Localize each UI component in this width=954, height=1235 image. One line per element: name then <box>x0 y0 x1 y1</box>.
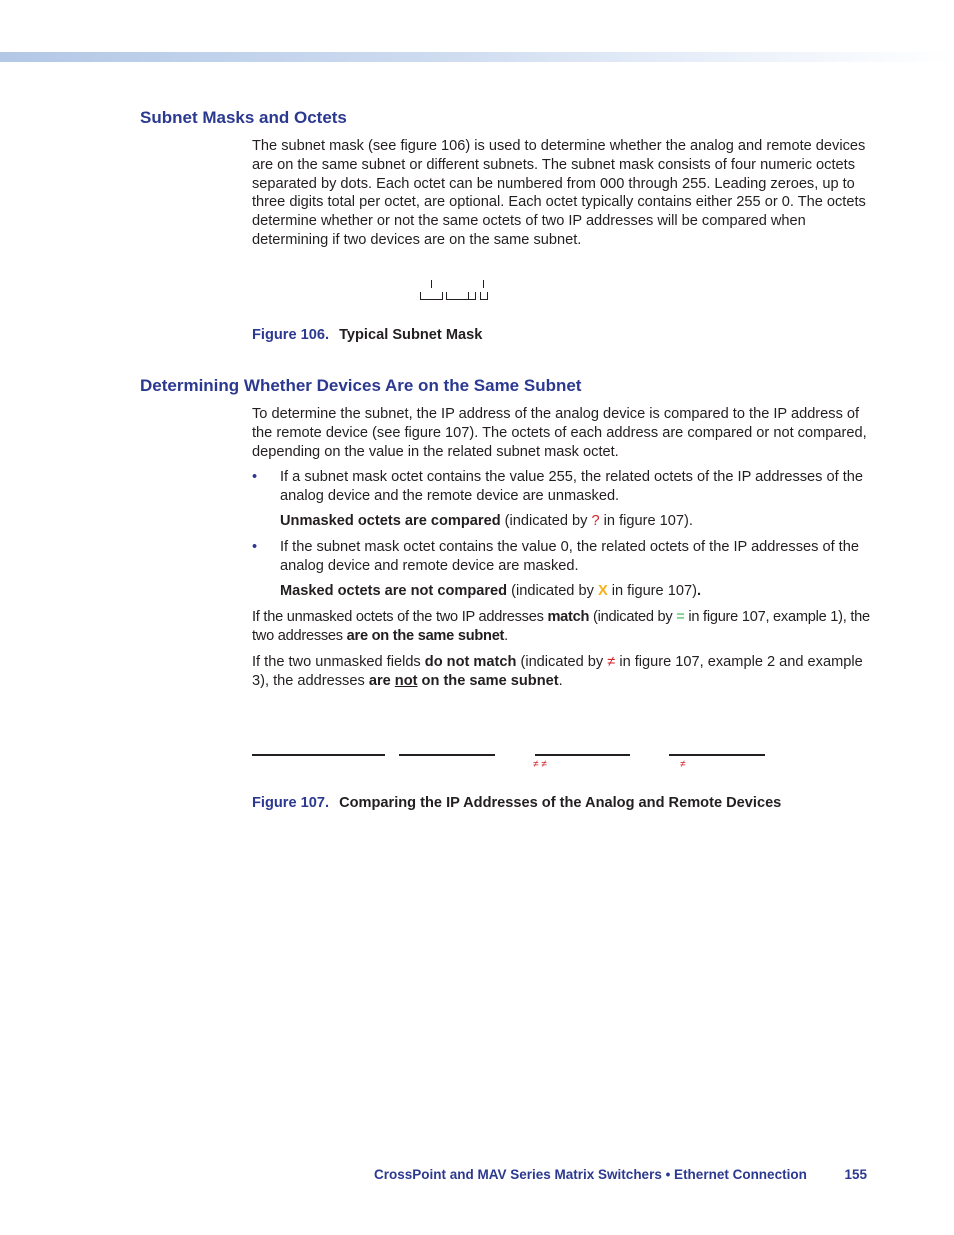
bullet-masked-text: If the subnet mask octet contains the value 0, the related octets of the IP addresses of the analog device and remote device are masked. <box>280 539 859 574</box>
x-symbol: X <box>597 583 608 599</box>
figure-107-rule <box>669 754 765 756</box>
footer-text: CrossPoint and MAV Series Matrix Switchers • Ethernet Connection <box>374 1167 807 1182</box>
figure-107-rule <box>535 754 630 756</box>
not-equal-mark: ≠ ≠ <box>533 759 547 770</box>
match-paragraph: If the unmasked octets of the two IP addresses match (indicated by = in figure 107, example 1), the two addresses are on the same subnet. <box>252 609 870 644</box>
bullet-unmasked-text: If a subnet mask octet contains the value 255, the related octets of the IP addresses of the analog device and the remote device are unmasked. <box>280 469 864 504</box>
not-equal-symbol: ≠ <box>607 654 616 670</box>
equals-symbol: = <box>676 609 685 625</box>
same-subnet-intro: To determine the subnet, the IP address of the analog device is compared to the IP address of the remote device (see figure 107). The octets of each address are compared or not compared, depending on the value in the related subnet mask octet. <box>252 406 867 460</box>
page-footer <box>374 1167 867 1182</box>
section-heading-same-subnet: Determining Whether Devices Are on the Same Subnet <box>140 376 582 395</box>
masked-note: Masked octets are not compared (indicated by X in figure 107). <box>280 583 701 599</box>
unmasked-note: Unmasked octets are compared (indicated by ? in figure 107). <box>280 513 693 529</box>
bullet-marker: • <box>252 539 258 555</box>
no-match-paragraph: If the two unmasked fields do not match (indicated by ≠ in figure 107, example 2 and example 3), the addresses are not on the same subnet. <box>252 654 863 689</box>
figure-107-rule <box>399 754 495 756</box>
figure-106-title: Typical Subnet Mask <box>339 327 483 343</box>
header-gradient-bar <box>0 52 954 62</box>
subnet-mask-paragraph: The subnet mask (see figure 106) is used to determine whether the analog and remote devices are on the same subnet or different subnets. The subnet mask consists of four numeric octets separated by dots. Each octet can be numbered from 000 through 255. Leading zeroes, up to three digits total per octet, are optional. Each octet typically contains either 255 or 0. The octets determine whether or not the same octets of two IP addresses will be compared when determining if two devices are on the same subnet. <box>252 138 866 248</box>
section-heading-subnet-masks: Subnet Masks and Octets <box>140 108 347 127</box>
figure-107-caption <box>252 795 781 811</box>
bullet-marker: • <box>252 469 258 485</box>
not-equal-mark: ≠ <box>680 759 686 770</box>
figure-107-title: Comparing the IP Addresses of the Analog and Remote Devices <box>339 795 782 811</box>
figure-107-rule <box>252 754 385 756</box>
figure-106-caption <box>252 327 482 343</box>
question-symbol: ? <box>591 513 600 529</box>
page-number: 155 <box>844 1167 867 1182</box>
figure-107-label: Figure 107. <box>252 795 330 811</box>
figure-106-label: Figure 106. <box>252 327 330 343</box>
